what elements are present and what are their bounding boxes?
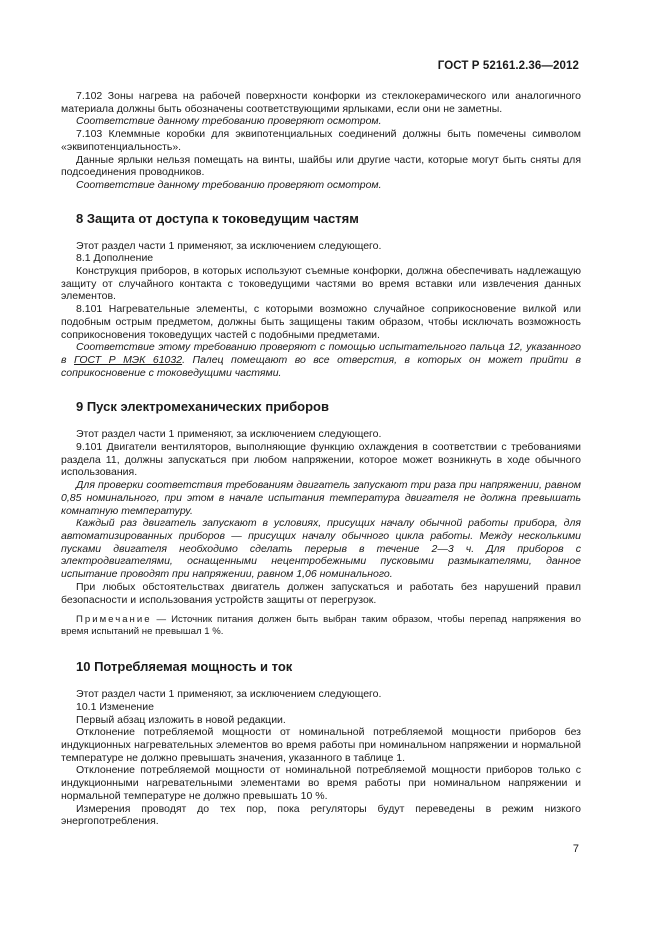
section-10-heading: 10 Потребляемая мощность и ток <box>76 659 293 675</box>
compliance-note: Соответствие данному требованию проверяют осмотром. <box>76 178 382 191</box>
paragraph-7-103: 7.103 Клеммные коробки для эквипотенциальных соединений должны быть помечены символом «эквипотенциальность». <box>61 128 581 153</box>
paragraph: Первый абзац изложить в новой редакции. <box>76 713 286 726</box>
note <box>61 614 581 637</box>
section-9-heading: 9 Пуск электромеханических приборов <box>76 399 329 415</box>
paragraph: Этот раздел части 1 применяют, за исключением следующего. <box>76 688 382 701</box>
paragraph: Отклонение потребляемой мощности от номинальной потребляемой мощности приборов без индукционных нагревательных элементов во время работы при номинальном напряжении и нормальной температуре не должно превышать значения, указанного в таблице 1. <box>61 726 581 764</box>
section-8-heading: 8 Защита от доступа к токоведущим частям <box>76 210 359 226</box>
paragraph: Измерения проводят до тех пор, пока регуляторы будут переведены в режим низкого энергопотребления. <box>61 802 581 828</box>
paragraph: Этот раздел части 1 применяют, за исключением следующего. <box>76 428 382 441</box>
paragraph: Данные ярлыки нельзя помещать на винты, шайбы или другие части, которые могут быть сняты для подсоединения проводников. <box>61 153 581 179</box>
note-text: — Источник питания должен быть выбран таким образом, чтобы перепад напряжения во время испытаний не превышал 1 %. <box>61 614 581 637</box>
compliance-note <box>61 341 581 379</box>
subsection-8-1: 8.1 Дополнение <box>76 252 154 265</box>
paragraph: При любых обстоятельствах двигатель должен запускаться и работать без нарушений правил безопасности и использования устройств защиты от перегрузок. <box>61 580 581 606</box>
paragraph-7-102: 7.102 Зоны нагрева на рабочей поверхности конфорки из стеклокерамического или аналогичного материала должны быть обозначены соответствующими ярлыками, если они не заметны. <box>61 90 581 115</box>
compliance-note: Соответствие данному требованию проверяют осмотром. <box>76 115 382 128</box>
standard-header: ГОСТ Р 52161.2.36—2012 <box>437 60 579 72</box>
document-body <box>61 90 581 828</box>
standard-link[interactable]: ГОСТ Р МЭК 61032 <box>73 353 183 366</box>
paragraph: Отклонение потребляемой мощности от номинальной потребляемой мощности приборов только с индукционными нагревательными элементами во время работы при номинальном напряжении и нормальной температуре не должно превышать 10 %. <box>61 764 581 802</box>
paragraph-8-101: 8.101 Нагревательные элементы, с которыми возможно случайное соприкосновение вилкой или подобным острым предметом, должны быть защищены таким образом, чтобы исключать возможность соприкосновения токоведущих частей с подобными предметами. <box>61 303 581 341</box>
text-run: . Палец помещают во все отверстия, в которых он может прийти в соприкосновение с токоведущими частями. <box>61 353 581 379</box>
note-label: Примечание <box>76 614 152 626</box>
paragraph: Конструкция приборов, в которых используют съемные конфорки, должна обеспечивать надлежащую защиту от случайного контакта с токоведущими частями во время вставки или извлечения данных элементов. <box>61 265 581 303</box>
paragraph: Этот раздел части 1 применяют, за исключением следующего. <box>76 239 382 252</box>
subsection-10-1: 10.1 Изменение <box>76 700 154 713</box>
test-procedure: Для проверки соответствия требованиям двигатель запускают три раза при напряжении, равном 0,85 номинального, при этом в начале испытания температура двигателя не должна превышать комнатную температуру. <box>61 479 581 517</box>
page-number: 7 <box>572 843 579 855</box>
text-run: Соответствие этому требованию проверяют с помощью испытательного пальца 12, указанного в <box>61 341 581 366</box>
test-procedure: Каждый раз двигатель запускают в условиях, присущих началу обычной работы прибора, для автоматизированных приборов — присущих началу обычного цикла работы. Между несколькими пусками двигателя необходимо сделать перерыв в течение 2—3 ч. Для приборов с электродвигателями, оснащенными нецентробежными пусковыми размыкателями, данное испытание проводят при напряжении, равном 1,06 номинального. <box>61 517 581 581</box>
paragraph-9-101: 9.101 Двигатели вентиляторов, выполняющие функцию охлаждения в соответствии с требованиями раздела 11, должны запускаться при любом напряжении, которое может возникнуть в ходе обычного использования. <box>61 441 581 479</box>
